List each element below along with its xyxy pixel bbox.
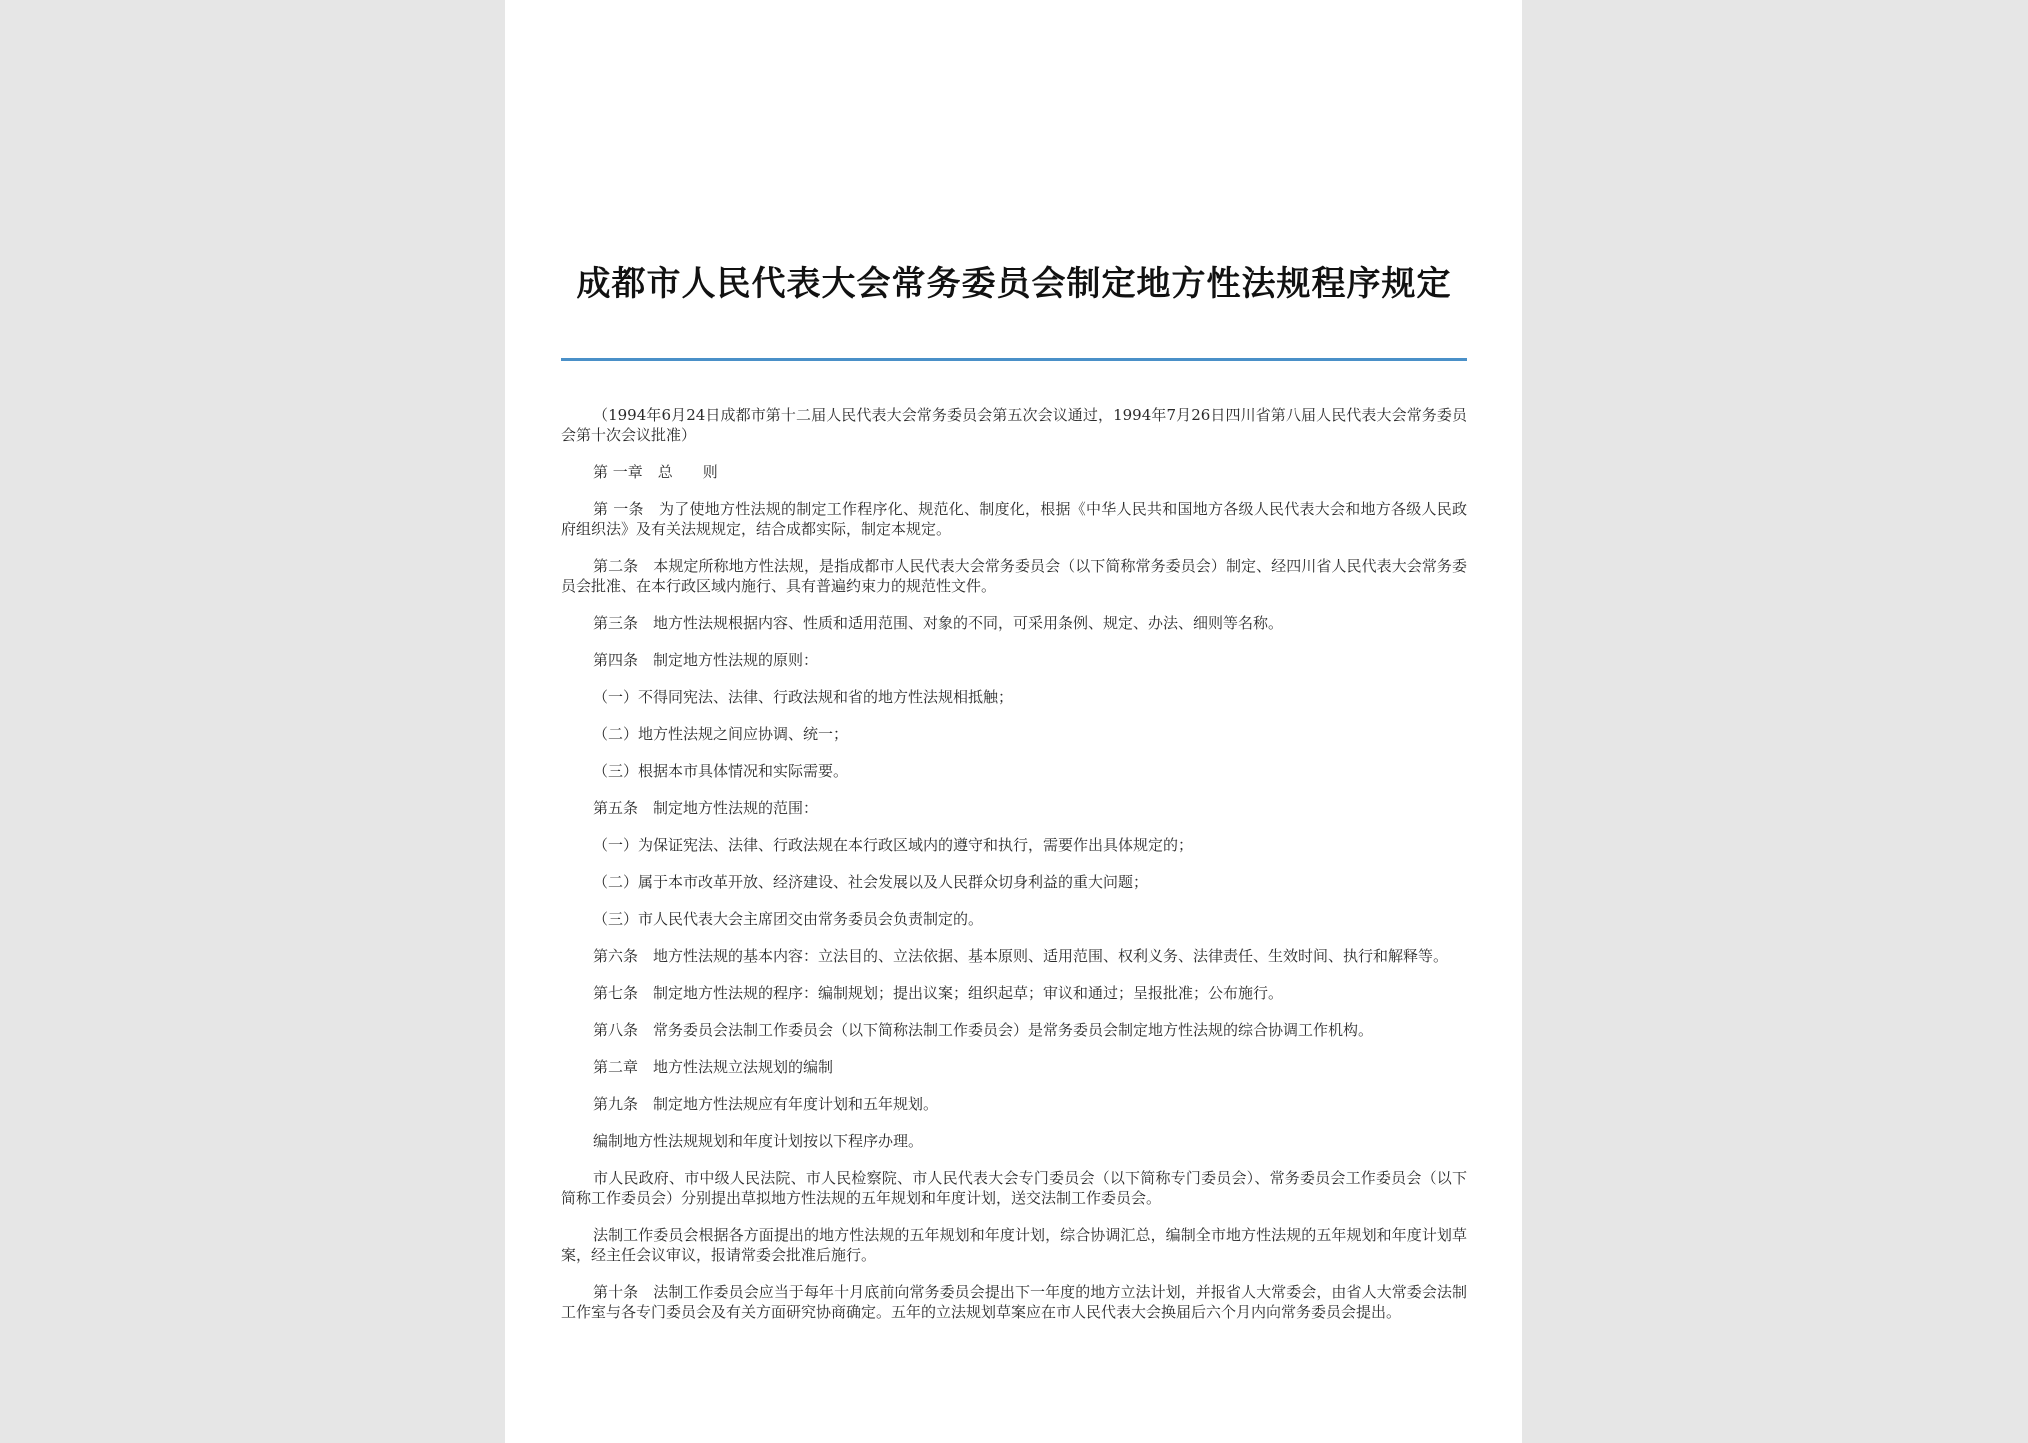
list-item: （一）为保证宪法、法律、行政法规在本行政区域内的遵守和执行，需要作出具体规定的； bbox=[593, 836, 1194, 854]
chapter-heading: 第二章 地方性法规立法规划的编制 bbox=[593, 1058, 834, 1076]
list-item: （二）地方性法规之间应协调、统一； bbox=[593, 725, 849, 743]
list-item: （二）属于本市改革开放、经济建设、社会发展以及人民群众切身利益的重大问题； bbox=[593, 873, 1149, 891]
list-item: （一）不得同宪法、法律、行政法规和省的地方性法规相抵触； bbox=[593, 688, 1014, 706]
article-paragraph: 第九条 制定地方性法规应有年度计划和五年规划。 bbox=[593, 1095, 939, 1113]
article-paragraph: 第十条 法制工作委员会应当于每年十月底前向常务委员会提出下一年度的地方立法计划，并报省人大常委会，由省人大常委会法制工作室与各专门委员会及有关方面研究协商确定。五年的立法规划草案应在市人民代表大会换届后六个月内向常务委员会提出。 bbox=[561, 1283, 1467, 1321]
article-paragraph: 编制地方性法规规划和年度计划按以下程序办理。 bbox=[593, 1132, 924, 1150]
article-paragraph: 市人民政府、市中级人民法院、市人民检察院、市人民代表大会专门委员会（以下简称专门委员会）、常务委员会工作委员会（以下简称工作委员会）分别提出草拟地方性法规的五年规划和年度计划，送交法制工作委员会。 bbox=[561, 1169, 1467, 1207]
list-item: （三）市人民代表大会主席团交由常务委员会负责制定的。 bbox=[593, 910, 984, 928]
article-paragraph: 第五条 制定地方性法规的范围： bbox=[593, 799, 819, 817]
document-body bbox=[561, 405, 1467, 1339]
article-paragraph: 第四条 制定地方性法规的原则： bbox=[593, 651, 819, 669]
article-paragraph: 第二条 本规定所称地方性法规，是指成都市人民代表大会常务委员会（以下简称常务委员会）制定、经四川省人民代表大会常务委员会批准、在本行政区域内施行、具有普遍约束力的规范性文件。 bbox=[561, 557, 1467, 595]
document-page bbox=[505, 0, 1522, 1443]
chapter-heading: 第 一章 总 则 bbox=[593, 463, 718, 481]
article-paragraph: 第六条 地方性法规的基本内容：立法目的、立法依据、基本原则、适用范围、权利义务、法律责任、生效时间、执行和解释等。 bbox=[593, 947, 1449, 965]
article-paragraph: 法制工作委员会根据各方面提出的地方性法规的五年规划和年度计划，综合协调汇总，编制全市地方性法规的五年规划和年度计划草案，经主任会议审议，报请常委会批准后施行。 bbox=[561, 1226, 1467, 1264]
adoption-note: （1994年6月24日成都市第十二届人民代表大会常务委员会第五次会议通过，1994年7月26日四川省第八届人民代表大会常务委员会第十次会议批准） bbox=[561, 406, 1467, 444]
document-title: 成都市人民代表大会常务委员会制定地方性法规程序规定 bbox=[576, 264, 1452, 304]
article-paragraph: 第 一条 为了使地方性法规的制定工作程序化、规范化、制度化，根据《中华人民共和国地方各级人民代表大会和地方各级人民政府组织法》及有关法规规定，结合成都实际，制定本规定。 bbox=[561, 500, 1467, 538]
article-paragraph: 第七条 制定地方性法规的程序：编制规划；提出议案；组织起草；审议和通过；呈报批准；公布施行。 bbox=[593, 984, 1284, 1002]
article-paragraph: 第八条 常务委员会法制工作委员会（以下简称法制工作委员会）是常务委员会制定地方性法规的综合协调工作机构。 bbox=[593, 1021, 1374, 1039]
article-paragraph: 第三条 地方性法规根据内容、性质和适用范围、对象的不同，可采用条例、规定、办法、细则等名称。 bbox=[593, 614, 1284, 632]
title-underline bbox=[561, 358, 1467, 361]
list-item: （三）根据本市具体情况和实际需要。 bbox=[593, 762, 849, 780]
